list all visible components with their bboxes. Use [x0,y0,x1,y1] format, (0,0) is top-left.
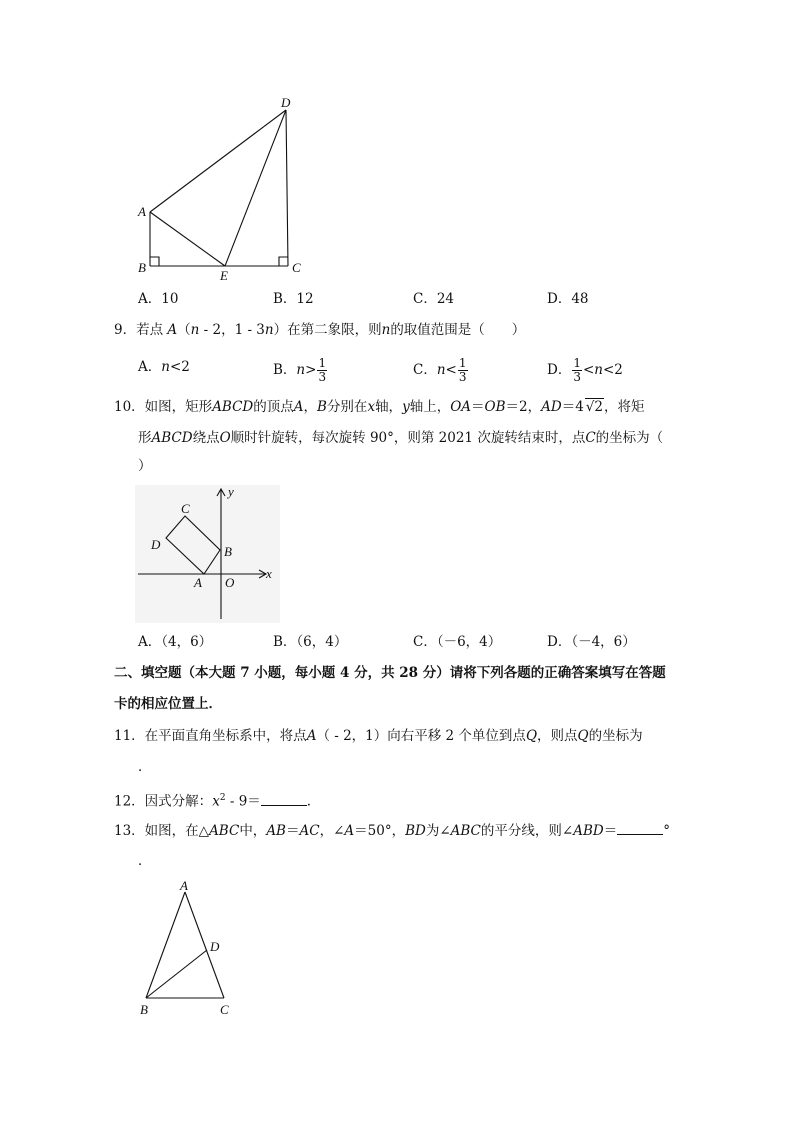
fraction: $\frac{1}{3}$ [318,356,327,384]
section2-heading-line1: 二、填空题（本大题 7 小题，每小题 4 分，共 28 分）请将下列各题的正确答案填写在答题 [114,665,666,681]
q8-option-b: B．12 [273,291,314,307]
q10-option-c: C．（－6，4） [413,634,502,650]
section2-heading-line2: 卡的相应位置上． [114,696,222,712]
q13-label-d: D [210,939,220,954]
q9-option-b: B．n> $\frac{1}{3}$ [273,356,327,384]
q8-figure [130,92,310,282]
q13-stem-line2: ． [138,853,152,869]
q13-label-b: B [140,1002,148,1017]
fraction: $\frac{1}{3}$ [458,356,467,384]
q8-label-a: A [138,204,146,219]
q13-label-c: C [220,1002,229,1017]
q10-option-d: D．（－4，6） [547,634,636,650]
q10-label-a: A [194,575,202,590]
q13-label-a: A [180,878,188,893]
q10-label-x: x [266,566,272,581]
q13-figure [132,878,242,1020]
q10-option-b: B．（6，4） [273,634,348,650]
q10-stem-line3: ） [138,458,152,474]
q9-option-c: C．n< $\frac{1}{3}$ [413,356,467,384]
q9-stem: 9．若点 A（n - 2，1 - 3n）在第二象限，则n的取值范围是（ ） [114,322,526,338]
q10-stem-line2: 形ABCD绕点O顺时针旋转，每次旋转 90°，则第 2021 次旋转结束时，点C的坐标为（ [138,430,664,446]
q8-label-d: D [281,95,291,110]
q11-stem-line1: 11．在平面直角坐标系中，将点A（ - 2，1）向右平移 2 个单位到点Q，则点Q的坐标为 [114,728,643,744]
q11-stem-line2: ． [138,759,152,775]
q10-label-o: O [225,575,235,590]
q10-label-b: B [224,544,232,559]
q8-label-b: B [138,260,146,275]
q10-figure [135,485,280,623]
answer-blank[interactable] [617,820,663,835]
q10-label-d: D [151,537,161,552]
q10-label-c: C [181,501,190,516]
q9-option-d: D． $\frac{1}{3}$ <n<2 [547,356,623,384]
answer-blank[interactable] [261,791,307,806]
q8-option-c: C．24 [413,291,455,307]
q10-stem-line1: 10．如图，矩形ABCD的顶点A，B分别在x轴，y轴上，OA＝OB＝2，AD＝4 √2，将矩 [114,399,645,415]
q13-stem-line1: 13．如图，在△ABC中，AB＝AC，∠A＝50°，BD为∠ABC的平分线，则∠ABD＝ ° [114,820,670,841]
q12-stem: 12．因式分解：$x^2 - 9=$ ． [114,788,320,812]
q10-option-a: A．（4，6） [138,634,213,650]
fraction: $\frac{1}{3}$ [573,356,581,384]
sqrt: √2 [585,399,603,415]
q8-label-c: C [292,260,301,275]
q8-label-e: E [220,268,228,282]
q10-label-y: y [228,485,234,499]
q8-option-d: D．48 [547,291,589,307]
q8-option-a: A．10 [138,291,179,307]
q9-option-a: A．n<2 [138,359,190,375]
